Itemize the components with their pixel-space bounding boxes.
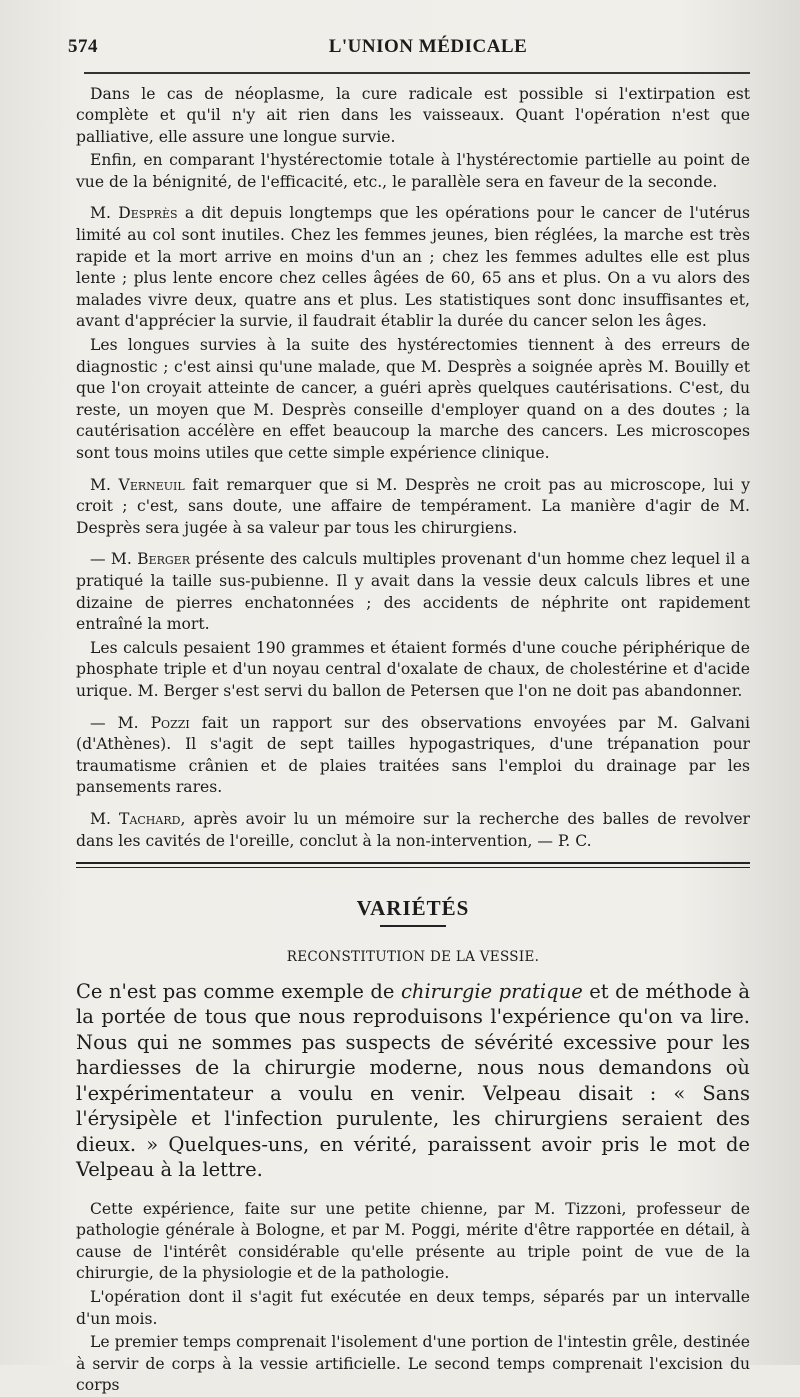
- speaker-despres: M. Desprès: [90, 204, 178, 223]
- paragraph-calculs: Les calculs pesaient 190 grammes et étaient formés d'une couche périphérique de phosphate triple et d'un noyau central d'oxalate de chaux, de cholestérine et d'acide urique. M. Berger s'est servi du ballon de Petersen que l'on ne doit pas abandonner.: [76, 638, 750, 700]
- berger-prefix: — M.: [90, 550, 138, 569]
- paragraph-premier-temps: Le premier temps comprenait l'isolement d'une portion de l'intestin grêle, destinée à servir de corps à la vessie artificielle. Le second temps comprenait l'excision du corps: [76, 1333, 750, 1395]
- header-rule: [84, 72, 750, 74]
- lead-text: [76, 979, 750, 1183]
- paragraph-pozzi: [76, 713, 750, 799]
- paragraph-longues-survies: Les longues survies à la suite des hystérectomies tiennent à des erreurs de diagnostic ; c'est ainsi qu'une malade, que M. Desprès a soignée après M. Bouilly et que l'on croyait atteinte de cancer, a guéri après quelques cautérisations. C'est, du reste, un moyen que M. Desprès conseille d'employer quand on a des doutes ; la cautérisation accélère en effet beaucoup la marche des cancers. Les microscopes sont tous moins utiles que cette simple expérience clinique.: [76, 336, 750, 462]
- pozzi-prefix: — M.: [90, 713, 151, 732]
- speaker-berger: Berger: [137, 550, 190, 569]
- running-head: [68, 30, 750, 64]
- paragraph-verneuil: [76, 475, 750, 540]
- tachard-text: , après avoir lu un mémoire sur la recherche des balles de revolver dans les cavités de l'oreille, conclut à la non-intervention, — P. C.: [76, 809, 750, 850]
- paragraph-experience: Cette expérience, faite sur une petite chienne, par M. Tizzoni, professeur de pathologie générale à Bologne, et par M. Poggi, mérite d'être rapportée en détail, à cause de l'intérêt considérable qu'elle présente au triple point de vue de la chirurgie, de la physiologie et de la pathologie.: [76, 1199, 750, 1283]
- section-title: VARIÉTÉS: [356, 896, 470, 921]
- journal-title: L'UNION MÉDICALE: [328, 36, 528, 57]
- article-title: RECONSTITUTION DE LA VESSIE.: [286, 948, 540, 965]
- paragraph-despres: [76, 203, 750, 333]
- verneuil-text: fait remarquer que si M. Desprès ne croit pas au microscope, lui y croit ; c'est, sans doute, une affaire de tempérament. La manière d'agir de M. Desprès sera jugée à sa valeur par tous les chirurgiens.: [76, 475, 751, 537]
- lead-emphasis: chirurgie pratique: [400, 979, 583, 1003]
- paragraph-comparaison: Enfin, en comparant l'hystérectomie totale à l'hystérectomie partielle au point de vue de la bénignité, de l'efficacité, etc., le parallèle sera en faveur de la seconde.: [76, 151, 750, 191]
- page-number: 574: [68, 36, 98, 57]
- paragraph-tachard: [76, 809, 750, 852]
- paragraph-berger: [76, 549, 750, 635]
- section-title-underline: [380, 925, 446, 927]
- paragraph-operation: L'opération dont il s'agit fut exécutée en deux temps, séparés par un intervalle d'un mois.: [76, 1287, 750, 1328]
- paragraph-neoplasme: Dans le cas de néoplasme, la cure radicale est possible si l'extirpation est complète et qu'il n'y ait rien dans les vaisseaux. Quant l'opération n'est que palliative, elle assure une longue survie.: [76, 84, 750, 146]
- pozzi-text: fait un rapport sur des observations envoyées par M. Galvani (d'Athènes). Il s'agit de sept tailles hypogastriques, d'une trépanation pour traumatisme crânien et de plaies traitées sans l'emploi du drainage par les pansements rares.: [76, 713, 750, 797]
- lead-paragraph: [76, 979, 750, 1183]
- lead-text-rest: et de méthode à la portée de tous que nous reproduisons l'expérience qu'on va lire. Nous qui ne sommes pas suspects de sévérité excessive pour les hardiesses de la chirurgie moderne, nous nous demandons où l'expérimentateur a voulu en venir. Velpeau disait : « Sans l'érysipèle et l'infection purulente, les chirurgiens seraient des dieux. » Quelques-uns, en vérité, paraissent avoir pris le mot de Velpeau à la lettre.: [76, 979, 750, 1182]
- berger-text: présente des calculs multiples provenant d'un homme chez lequel il a pratiqué la taille sus-pubienne. Il y avait dans la vessie deux calculs libres et une dizaine de pierres enchatonnées ; des accidents de néphrite ont rapidement entraîné la mort.: [76, 550, 750, 634]
- despres-text: a dit depuis longtemps que les opérations pour le cancer de l'utérus limité au col sont inutiles. Chez les femmes jeunes, bien réglées, la marche est très rapide et la mort arrive en moins d'un an ; chez les femmes adultes elle est plus lente ; plus lente encore chez celles âgées de 60, 65 ans et plus. On a vu alors des malades vivre deux, quatre ans et plus. Les statistiques sont donc insuffisantes et, avant d'apprécier la survie, il faudrait établir la durée du cancer selon les âges.: [76, 204, 750, 331]
- lead-text-start: Ce n'est pas comme exemple de: [76, 979, 401, 1003]
- speaker-pozzi: Pozzi: [150, 713, 190, 732]
- speaker-tachard: M. Tachard: [90, 809, 181, 828]
- speaker-verneuil: M. Verneuil: [90, 475, 185, 494]
- section-double-rule: [76, 862, 750, 868]
